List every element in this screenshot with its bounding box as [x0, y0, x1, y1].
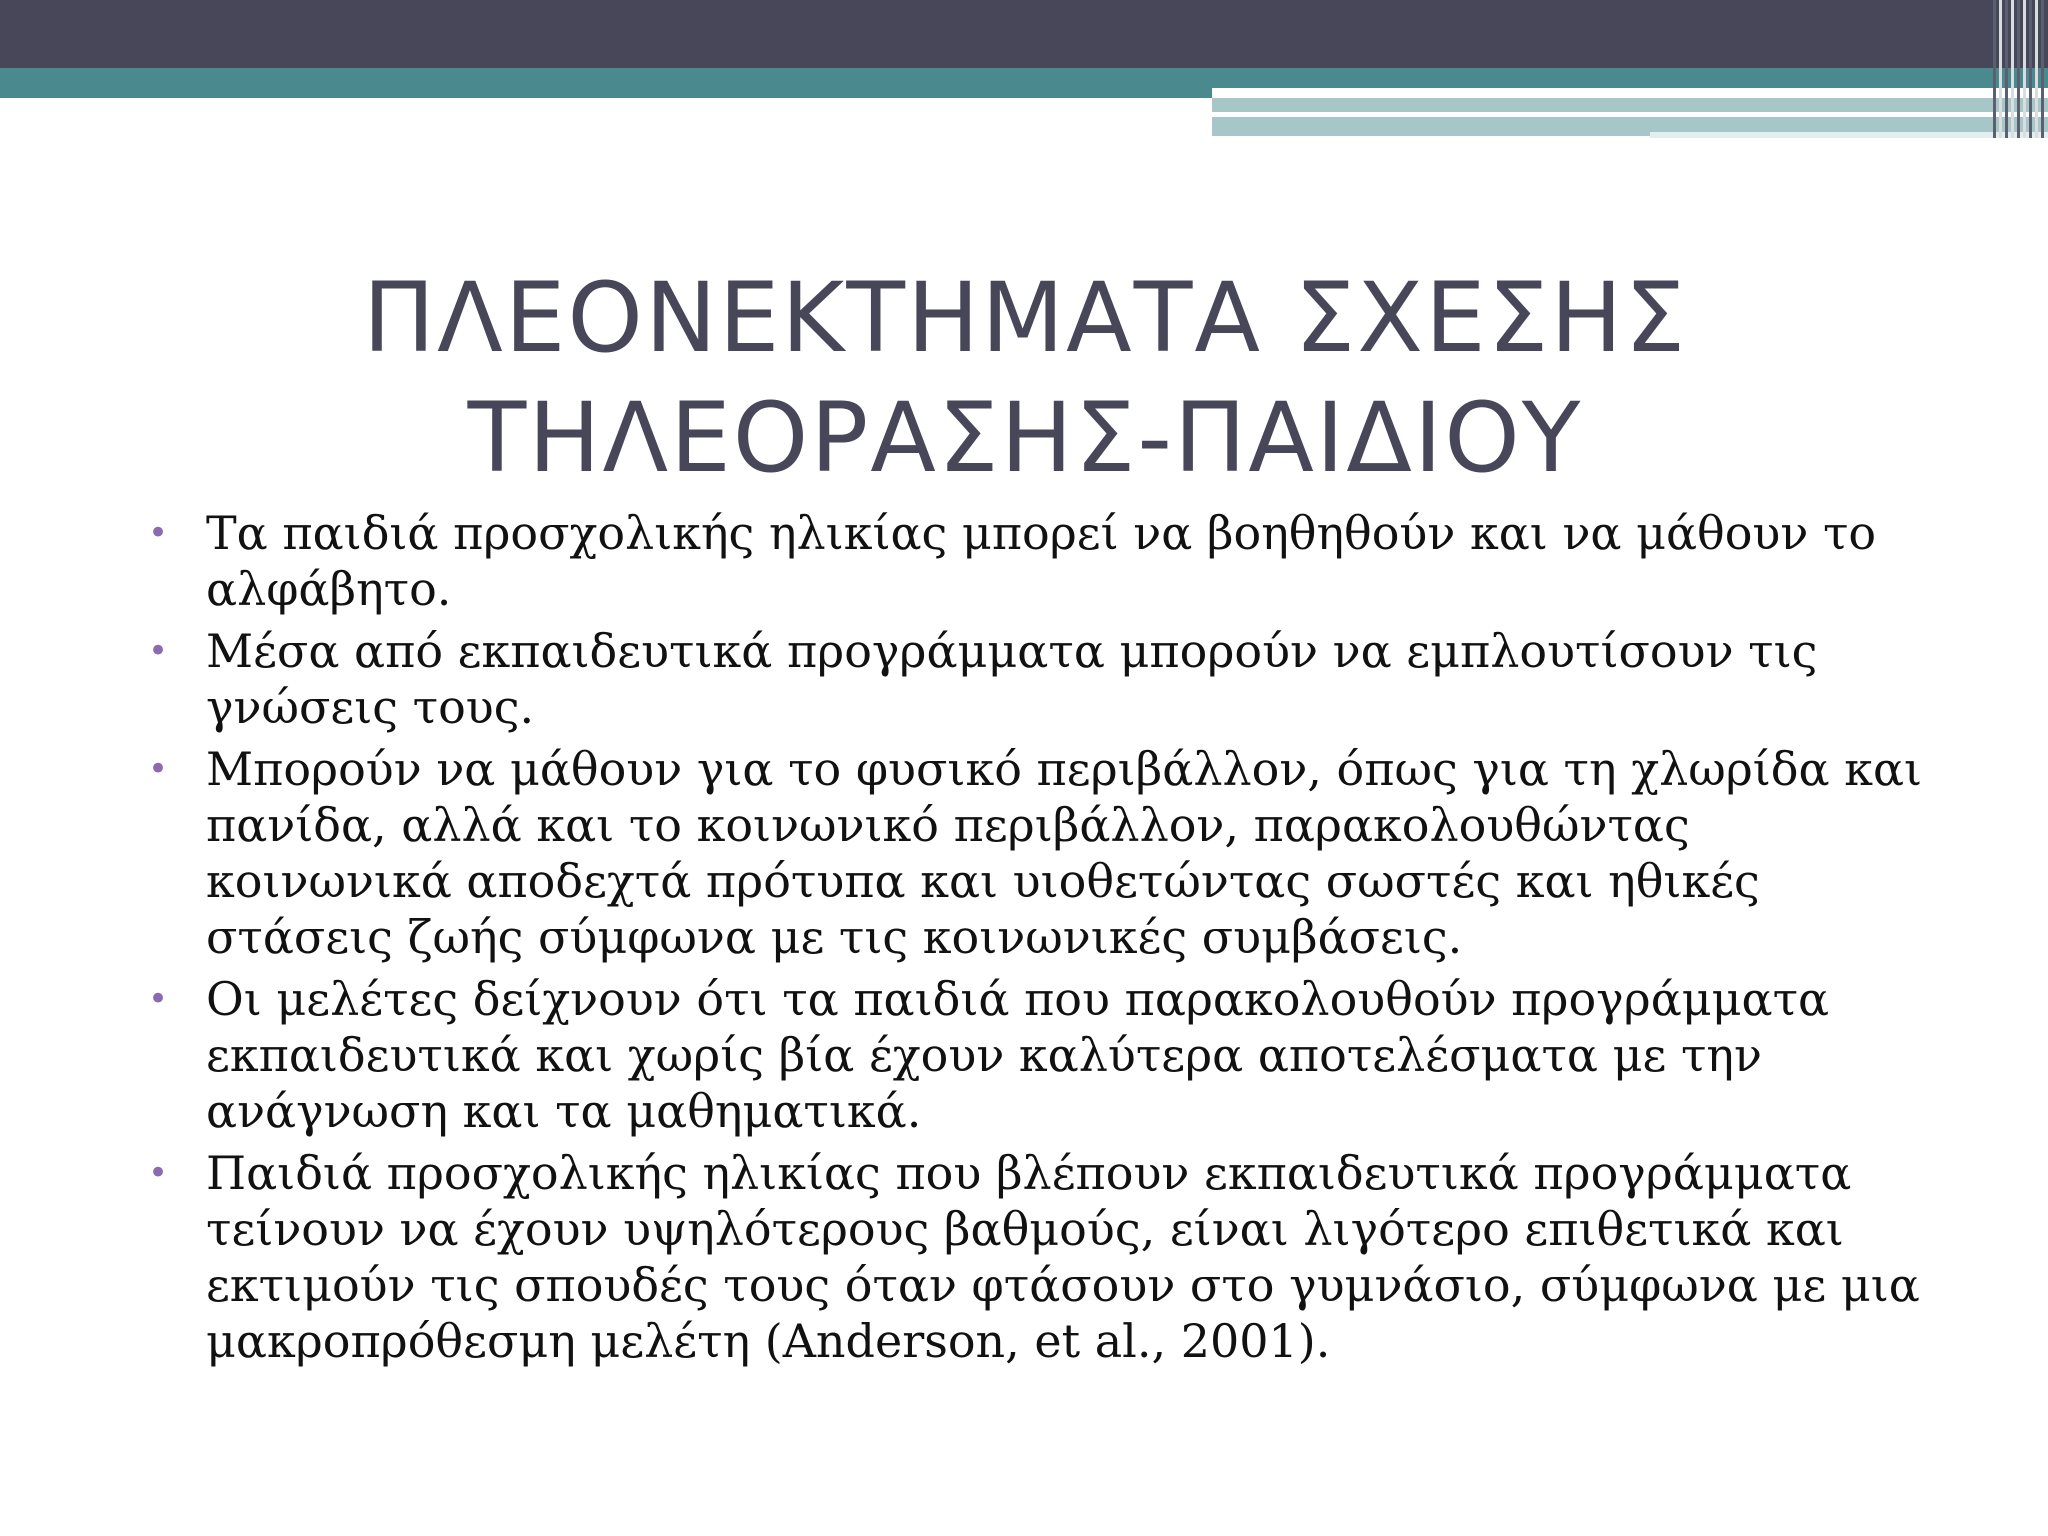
bullet-marker: •: [148, 749, 169, 789]
bullet-text: Οι μελέτες δείχνουν ότι τα παιδιά που παρακολουθούν προγράμματα εκπαιδευτικά και χωρίς βία έχουν καλύτερα αποτελέσματα με την ανάγνωση και τα μαθηματικά.: [206, 972, 1830, 1138]
header-band-teal: [0, 68, 2048, 88]
bullet-marker: •: [148, 979, 169, 1019]
bullet-list: [140, 505, 1930, 1375]
header-stripes: [1988, 0, 2048, 138]
bullet-text: Παιδιά προσχολικής ηλικίας που βλέπουν εκπαιδευτικά προγράμματα τείνουν να έχουν υψηλότερους βαθμούς, είναι λιγότερο επιθετικά και εκτιμούν τις σπουδές τους όταν φτάσουν στο γυμνάσιο, σύμφωνα με μια μακροπρόθεσμη μελέτη (Anderson, et al., 2001).: [206, 1146, 1920, 1368]
header-band-light: [1212, 98, 2048, 112]
bullet-marker: •: [148, 1153, 169, 1193]
bullet-text: Μπορούν να μάθουν για το φυσικό περιβάλλον, όπως για τη χλωρίδα και πανίδα, αλλά και το κοινωνικό περιβάλλον, παρακολουθώντας κοινωνικά αποδεχτά πρότυπα και υιοθετώντας σωστές και ηθικές στάσεις ζωής σύμφωνα με τις κοινωνικές συμβάσεις.: [206, 742, 1923, 964]
bullet-item: [140, 505, 1930, 617]
header-band-dark: [0, 0, 2048, 68]
slide-title-line-2: ΤΗΛΕΟΡΑΣΗΣ-ΠΑΙΔΙΟΥ: [467, 382, 1583, 494]
bullet-text: Τα παιδιά προσχολικής ηλικίας μπορεί να βοηθηθούν και να μάθουν το αλφάβητο.: [206, 506, 1877, 616]
bullet-text: Μέσα από εκπαιδευτικά προγράμματα μπορούν να εμπλουτίσουν τις γνώσεις τους.: [206, 624, 1818, 734]
bullet-marker: •: [148, 513, 169, 553]
bullet-item: [140, 1145, 1930, 1369]
header-band-teal-thin: [0, 88, 1212, 98]
bullet-item: [140, 741, 1930, 965]
bullet-item: [140, 971, 1930, 1139]
slide-title: [200, 258, 1850, 498]
bullet-marker: •: [148, 631, 169, 671]
slide-title-line-1: ΠΛΕΟΝΕΚΤΗΜΑΤΑ ΣΧΕΣΗΣ: [362, 262, 1688, 374]
bullet-item: [140, 623, 1930, 735]
